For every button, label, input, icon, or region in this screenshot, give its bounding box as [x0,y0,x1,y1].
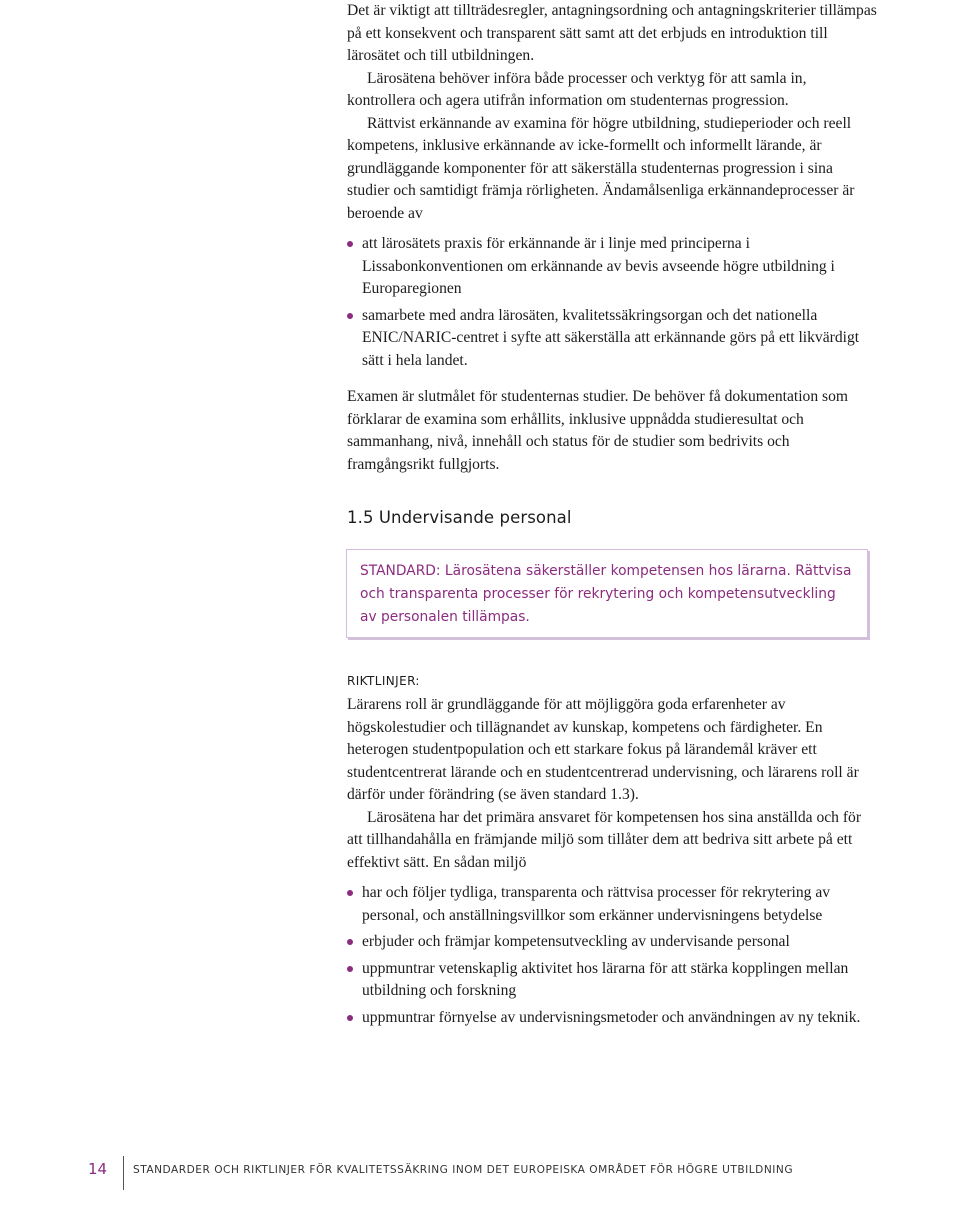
list-item [347,1007,877,1030]
standard-box [346,549,868,638]
list-item [347,931,877,954]
list-item [347,233,877,301]
intro-paragraph-progression: Lärosätena behöver införa både processer och verktyg för att samla in, kontrollera och agera utifrån information om studenternas progression. [347,69,807,109]
bullet-icon [347,1015,353,1021]
section-heading: 1.5 Undervisande personal [347,508,572,527]
footer-divider [123,1156,124,1190]
environment-bullet-list [347,882,877,1029]
guidelines-label: RIKTLINJER: [347,674,420,688]
recognition-bullet-list [347,233,877,372]
guidelines-paragraph-responsibility: Lärosätena har det primära ansvaret för kompetensen hos sina anställda och för att tillhandahålla en främjande miljö som tillåter dem att bedriva sitt arbete på ett effektivt sätt. En sådan miljö [347,808,862,871]
intro-paragraph-recognition: Rättvist erkännande av examina för högre utbildning, studieperioder och reell kompetens, inklusive erkännande av icke-formellt och informellt lärande, är grundläggande komponenter för att säkerställa studenternas progression i sina studier och samtidigt främja rörligheten. Ändamålsenliga erkännandeprocesser är beroende av [347,114,855,222]
page-number: 14 [88,1160,108,1178]
list-item-text: att lärosätets praxis för erkännande är i linje med principerna i Lissabonkonventionen om erkännande av bevis avseende högre utbildning i Europaregionen [362,235,835,297]
list-item-text: uppmuntrar vetenskaplig aktivitet hos lärarna för att stärka kopplingen mellan utbildning och forskning [362,959,849,999]
bullet-icon [347,241,353,247]
bullet-icon [347,939,353,945]
list-item-text: samarbete med andra lärosäten, kvalitetssäkringsorgan och det nationella ENIC/NARIC-centret i syfte att säkerställa att erkännande görs på ett likvärdigt sätt i hela landet. [362,306,860,369]
list-item-text: har och följer tydliga, transparenta och rättvisa processer för rekrytering av personal, och anställningsvillkor som erkänner undervisningens betydelse [362,884,831,924]
bullet-icon [347,313,353,319]
page-footer [0,1156,960,1192]
list-item-text: uppmuntrar förnyelse av undervisningsmetoder och användningen av ny teknik. [362,1008,861,1026]
intro-paragraph-admission: Det är viktigt att tillträdesregler, antagningsordning och antagningskriterier tillämpas på ett konsekvent och transparent sätt samt att det erbjuds en introduktion till lärosätet och till utbildningen. [347,2,877,64]
footer-title: STANDARDER OCH RIKTLINJER FÖR KVALITETSSÄKRING INOM DET EUROPEISKA OMRÅDET FÖR HÖGRE UTBILDNING [133,1164,794,1176]
standard-text: STANDARD: Lärosätena säkerställer kompetensen hos lärarna. Rättvisa och transparenta processer för rekrytering och kompetensutveckling av personalen tillämpas. [360,563,852,625]
guidelines-paragraph-teacher-role: Lärarens roll är grundläggande för att möjliggöra goda erfarenheter av högskolestudier och tillägnandet av kunskap, kompetens och färdigheter. En heterogen studentpopulation och ett starkare fokus på lärandemål kräver ett studentcentrerat lärande och en studentcentrerad undervisning, och lärarens roll är därför under förändring (se även standard 1.3). [347,696,859,803]
list-item [347,958,877,1003]
examen-paragraph: Examen är slutmålet för studenternas studier. De behöver få dokumentation som förklarar de examina som erhållits, inklusive uppnådda studieresultat och sammanhang, nivå, innehåll och status för de studier som bedrivits och framgångsrikt fullgjorts. [347,388,849,473]
list-item [347,882,877,927]
main-text-column [347,0,877,1033]
list-item [347,305,877,373]
bullet-icon [347,890,353,896]
bullet-icon [347,966,353,972]
list-item-text: erbjuder och främjar kompetensutveckling av undervisande personal [362,933,790,950]
